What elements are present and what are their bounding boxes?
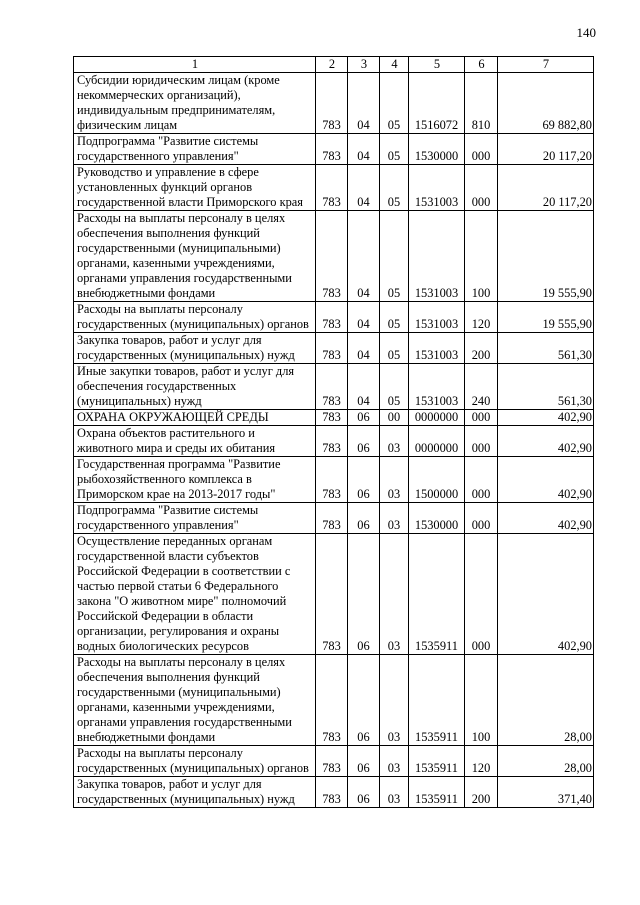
row-name: Руководство и управление в сфере установленных функций органов государственной власти Приморского края <box>74 165 316 211</box>
code-subsection: 00 <box>380 410 409 426</box>
code-section: 06 <box>348 426 380 457</box>
code-ministry: 783 <box>316 211 348 302</box>
code-subsection: 03 <box>380 655 409 746</box>
amount: 69 882,80 <box>498 73 594 134</box>
amount: 28,00 <box>498 746 594 777</box>
row-name: Подпрограмма "Развитие системы государственного управления" <box>74 134 316 165</box>
table-header-row <box>74 57 594 73</box>
code-expense-type: 200 <box>465 777 498 808</box>
column-header-5: 5 <box>409 57 465 73</box>
code-ministry: 783 <box>316 302 348 333</box>
table-row <box>74 73 594 134</box>
code-subsection: 05 <box>380 211 409 302</box>
amount: 402,90 <box>498 457 594 503</box>
code-section: 06 <box>348 746 380 777</box>
code-ministry: 783 <box>316 134 348 165</box>
code-expense-type: 120 <box>465 746 498 777</box>
code-section: 06 <box>348 410 380 426</box>
row-name: Подпрограмма "Развитие системы государственного управления" <box>74 503 316 534</box>
code-subsection: 03 <box>380 426 409 457</box>
row-name: Иные закупки товаров, работ и услуг для обеспечения государственных (муниципальных) нужд <box>74 364 316 410</box>
table-row <box>74 165 594 211</box>
code-target: 0000000 <box>409 410 465 426</box>
code-target: 1500000 <box>409 457 465 503</box>
amount: 402,90 <box>498 426 594 457</box>
amount: 561,30 <box>498 364 594 410</box>
code-section: 04 <box>348 73 380 134</box>
code-subsection: 05 <box>380 333 409 364</box>
row-name: Расходы на выплаты персоналу в целях обеспечения выполнения функций государственными (муниципальными) органами, казенными учреждениями, органами управления государственными внебюджетными фондами <box>74 655 316 746</box>
code-expense-type: 000 <box>465 503 498 534</box>
amount: 371,40 <box>498 777 594 808</box>
code-target: 1535911 <box>409 746 465 777</box>
code-section: 06 <box>348 534 380 655</box>
code-ministry: 783 <box>316 333 348 364</box>
code-subsection: 05 <box>380 73 409 134</box>
code-ministry: 783 <box>316 73 348 134</box>
code-section: 04 <box>348 211 380 302</box>
column-header-4: 4 <box>380 57 409 73</box>
amount: 402,90 <box>498 534 594 655</box>
code-expense-type: 120 <box>465 302 498 333</box>
table-body <box>74 73 594 808</box>
amount: 19 555,90 <box>498 211 594 302</box>
code-ministry: 783 <box>316 655 348 746</box>
code-section: 06 <box>348 457 380 503</box>
code-subsection: 03 <box>380 457 409 503</box>
page-number: 140 <box>576 25 596 40</box>
row-name: Государственная программа "Развитие рыбохозяйственного комплекса в Приморском крае на 2013-2017 годы" <box>74 457 316 503</box>
row-name: Осуществление переданных органам государственной власти субъектов Российской Федерации в соответствии с частью первой статьи 6 Федерального закона "О животном мире" полномочий Российской Федерации в области организации, регулирования и охраны водных биологических ресурсов <box>74 534 316 655</box>
amount: 20 117,20 <box>498 134 594 165</box>
amount: 19 555,90 <box>498 302 594 333</box>
code-subsection: 03 <box>380 534 409 655</box>
code-section: 04 <box>348 302 380 333</box>
amount: 402,90 <box>498 503 594 534</box>
table-row <box>74 746 594 777</box>
table-row <box>74 426 594 457</box>
budget-table <box>73 56 594 808</box>
code-target: 1531003 <box>409 211 465 302</box>
code-section: 06 <box>348 777 380 808</box>
table-row <box>74 457 594 503</box>
code-ministry: 783 <box>316 777 348 808</box>
column-header-2: 2 <box>316 57 348 73</box>
column-header-7: 7 <box>498 57 594 73</box>
code-subsection: 05 <box>380 364 409 410</box>
code-target: 0000000 <box>409 426 465 457</box>
code-expense-type: 100 <box>465 211 498 302</box>
code-target: 1531003 <box>409 333 465 364</box>
code-section: 04 <box>348 165 380 211</box>
table-row <box>74 534 594 655</box>
code-target: 1531003 <box>409 165 465 211</box>
column-header-1: 1 <box>74 57 316 73</box>
row-name: Расходы на выплаты персоналу в целях обеспечения выполнения функций государственными (муниципальными) органами, казенными учреждениями, органами управления государственными внебюджетными фондами <box>74 211 316 302</box>
code-expense-type: 200 <box>465 333 498 364</box>
amount: 402,90 <box>498 410 594 426</box>
table-row <box>74 410 594 426</box>
code-target: 1530000 <box>409 134 465 165</box>
code-ministry: 783 <box>316 426 348 457</box>
row-name: Расходы на выплаты персоналу государственных (муниципальных) органов <box>74 746 316 777</box>
row-name: Субсидии юридическим лицам (кроме некоммерческих организаций), индивидуальным предпринимателям, физическим лицам <box>74 73 316 134</box>
table-row <box>74 333 594 364</box>
code-ministry: 783 <box>316 364 348 410</box>
code-target: 1531003 <box>409 364 465 410</box>
table-row <box>74 777 594 808</box>
code-expense-type: 000 <box>465 410 498 426</box>
code-ministry: 783 <box>316 746 348 777</box>
table-row <box>74 134 594 165</box>
code-target: 1535911 <box>409 534 465 655</box>
code-expense-type: 000 <box>465 457 498 503</box>
code-ministry: 783 <box>316 410 348 426</box>
code-section: 04 <box>348 364 380 410</box>
code-section: 06 <box>348 503 380 534</box>
row-name: Закупка товаров, работ и услуг для государственных (муниципальных) нужд <box>74 333 316 364</box>
code-section: 04 <box>348 134 380 165</box>
table-row <box>74 364 594 410</box>
code-ministry: 783 <box>316 457 348 503</box>
code-ministry: 783 <box>316 534 348 655</box>
code-target: 1516072 <box>409 73 465 134</box>
code-expense-type: 810 <box>465 73 498 134</box>
table-row <box>74 655 594 746</box>
code-section: 06 <box>348 655 380 746</box>
code-subsection: 05 <box>380 302 409 333</box>
row-name: Расходы на выплаты персоналу государственных (муниципальных) органов <box>74 302 316 333</box>
row-name: Закупка товаров, работ и услуг для государственных (муниципальных) нужд <box>74 777 316 808</box>
code-target: 1535911 <box>409 777 465 808</box>
code-expense-type: 240 <box>465 364 498 410</box>
code-subsection: 03 <box>380 777 409 808</box>
code-expense-type: 100 <box>465 655 498 746</box>
row-name: Охрана объектов растительного и животного мира и среды их обитания <box>74 426 316 457</box>
code-target: 1531003 <box>409 302 465 333</box>
code-ministry: 783 <box>316 165 348 211</box>
code-subsection: 03 <box>380 503 409 534</box>
row-name: ОХРАНА ОКРУЖАЮЩЕЙ СРЕДЫ <box>74 410 316 426</box>
code-expense-type: 000 <box>465 134 498 165</box>
code-subsection: 05 <box>380 134 409 165</box>
code-ministry: 783 <box>316 503 348 534</box>
table-row <box>74 211 594 302</box>
code-expense-type: 000 <box>465 165 498 211</box>
amount: 28,00 <box>498 655 594 746</box>
code-subsection: 03 <box>380 746 409 777</box>
code-target: 1535911 <box>409 655 465 746</box>
code-target: 1530000 <box>409 503 465 534</box>
column-header-3: 3 <box>348 57 380 73</box>
code-expense-type: 000 <box>465 534 498 655</box>
amount: 20 117,20 <box>498 165 594 211</box>
code-subsection: 05 <box>380 165 409 211</box>
amount: 561,30 <box>498 333 594 364</box>
column-header-6: 6 <box>465 57 498 73</box>
code-section: 04 <box>348 333 380 364</box>
table-row <box>74 503 594 534</box>
table-row <box>74 302 594 333</box>
code-expense-type: 000 <box>465 426 498 457</box>
